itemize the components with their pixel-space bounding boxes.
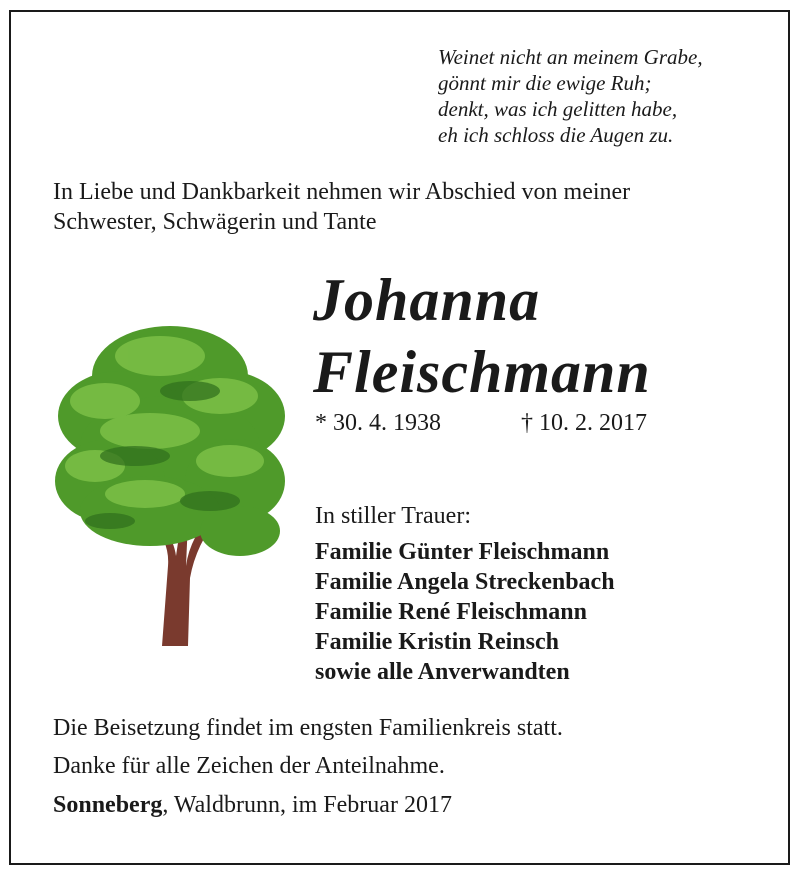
place-rest: , Waldbrunn, im Februar 2017 [162, 792, 452, 818]
mourners-label: In stiller Trauer: [315, 503, 471, 529]
poem-line: gönnt mir die ewige Ruh; [438, 71, 652, 95]
list-item: Familie René Fleischmann [315, 599, 587, 625]
closing-line-2: Danke für alle Zeichen der Anteilnahme. [53, 753, 445, 779]
poem-line: Weinet nicht an meinem Grabe, [438, 45, 703, 69]
deceased-last-name: Fleischmann [313, 339, 651, 405]
list-item: Familie Günter Fleischmann [315, 539, 610, 565]
place-and-date [53, 792, 452, 819]
poem [438, 44, 703, 148]
poem-line: eh ich schloss die Augen zu. [438, 123, 674, 147]
intro-line-1: In Liebe und Dankbarkeit nehmen wir Abschied von meiner [53, 179, 631, 205]
deceased-first-name: Johanna [313, 267, 541, 333]
closing-line-1: Die Beisetzung findet im engsten Familienkreis statt. [53, 715, 563, 741]
tree-icon [50, 316, 290, 646]
poem-line: denkt, was ich gelitten habe, [438, 97, 678, 121]
place-town: Sonneberg [53, 792, 163, 818]
closing-text [53, 709, 563, 785]
list-item: Familie Kristin Reinsch [315, 629, 559, 655]
intro-text [53, 177, 753, 237]
intro-line-2: Schwester, Schwägerin und Tante [53, 209, 377, 235]
birth-date: * 30. 4. 1938 [315, 410, 441, 436]
death-date: † 10. 2. 2017 [521, 410, 647, 436]
list-item: sowie alle Anverwandten [315, 659, 570, 685]
list-item: Familie Angela Streckenbach [315, 569, 615, 595]
mourners-list [315, 537, 615, 687]
